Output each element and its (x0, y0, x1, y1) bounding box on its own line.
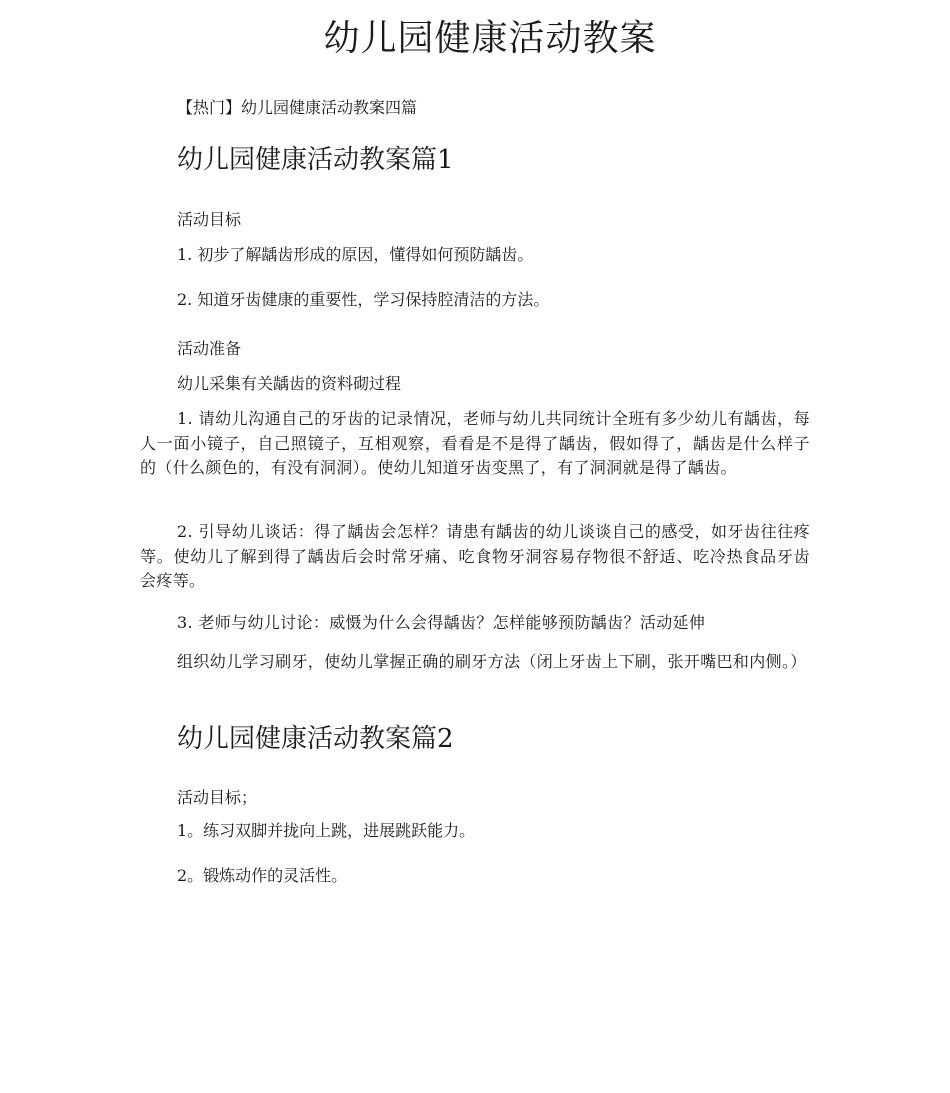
section-2-goal-label: 活动目标； (177, 788, 258, 807)
section-1-process-paragraph: 2. 引导幼儿谈话：得了龋齿会怎样？请患有龋齿的幼儿谈谈自己的感受，如牙齿往往疼等。使幼儿了解到得了龋齿后会时常牙痛、吃食物牙洞容易存物很不舒适、吃冷热食品牙齿会疼等。 (140, 522, 810, 590)
section-2-heading: 幼儿园健康活动教案篇2 (177, 724, 454, 754)
section-1-extension-paragraph: 组织幼儿学习刷牙，使幼儿掌握正确的刷牙方法（闭上牙齿上下刷，张开嘴巴和内侧。） (177, 652, 807, 671)
section-1-prep-text: 幼儿采集有关龋齿的资料砌过程 (177, 374, 402, 393)
section-1-heading: 幼儿园健康活动教案篇1 (177, 145, 454, 175)
section-1-prep-label: 活动准备 (177, 339, 242, 358)
document-subtitle: 【热门】幼儿园健康活动教案四篇 (177, 98, 418, 117)
section-2-goal-item: 2。锻炼动作的灵活性。 (177, 866, 348, 885)
section-1-goal-label: 活动目标 (177, 210, 242, 229)
section-1-goal-item: 1. 初步了解龋齿形成的原因，懂得如何预防龋齿。 (177, 245, 534, 264)
section-1-process-paragraph: 3. 老师与幼儿讨论：威慑为什么会得龋齿？怎样能够预防龋齿？活动延伸 (177, 613, 706, 632)
section-1-process-paragraph: 1. 请幼儿沟通自己的牙齿的记录情况，老师与幼儿共同统计全班有多少幼儿有龋齿，每人一面小镜子，自己照镜子，互相观察，看看是不是得了龋齿，假如得了，龋齿是什么样子的（什么颜色的，有没有洞洞）。使幼儿知道牙齿变黑了，有了洞洞就是得了龋齿。 (140, 409, 810, 477)
section-1-goal-item: 2. 知道牙齿健康的重要性，学习保持腔清洁的方法。 (177, 290, 550, 309)
document-title: 幼儿园健康活动教案 (323, 18, 657, 59)
section-2-goal-item: 1。练习双脚并拢向上跳，进展跳跃能力。 (177, 821, 476, 840)
